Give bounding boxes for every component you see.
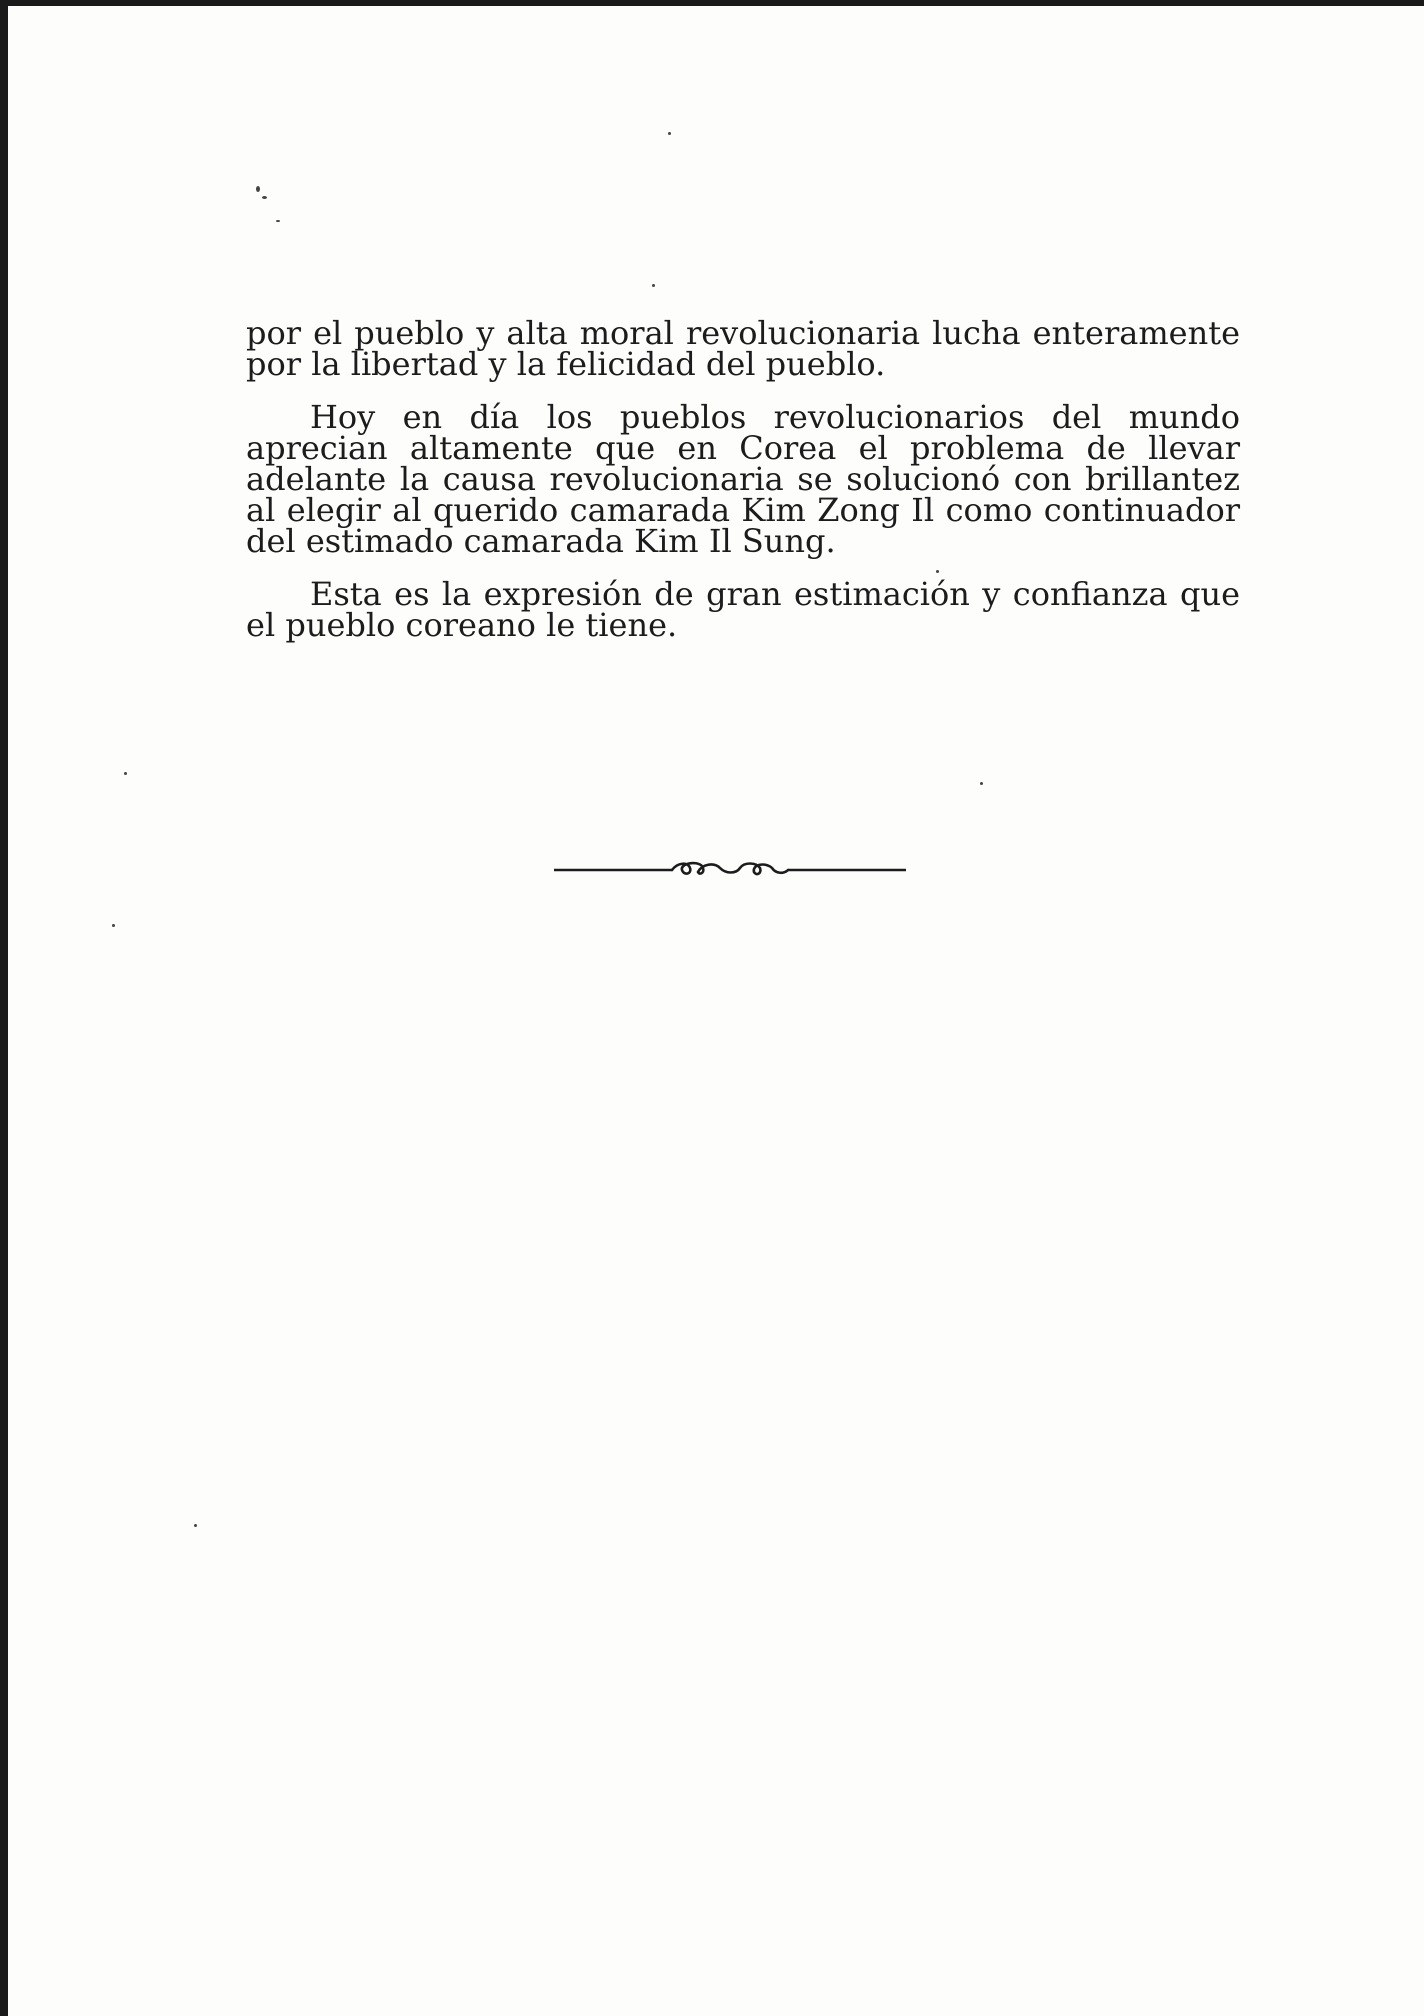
scan-speck	[112, 924, 115, 927]
scan-speck	[276, 220, 280, 222]
scan-speck	[262, 196, 267, 199]
body-text	[246, 314, 1240, 663]
scan-edge-left	[0, 0, 8, 2016]
scan-speck	[652, 284, 655, 287]
scan-speck	[194, 1524, 197, 1527]
paragraph-esteem: Esta es la expresión de gran estimación y confianza que el pueblo coreano le tiene.	[246, 575, 1240, 644]
scan-speck	[256, 186, 260, 192]
section-end-ornament	[550, 850, 910, 890]
scan-speck	[124, 772, 127, 775]
scan-edge-top	[0, 0, 1424, 6]
paragraph-continuation: por el pueblo y alta moral revolucionaria lucha enteramente por la libertad y la felicidad del pueblo.	[246, 314, 1240, 383]
scan-speck	[980, 782, 983, 785]
scan-speck	[668, 132, 671, 135]
paragraph-succession: Hoy en día los pueblos revolucionarios del mundo aprecian altamente que en Corea el problema de llevar adelante la causa revolucionaria se solucionó con brillantez al elegir al querido camarada Kim Zong Il como continuador del estimado camarada Kim Il Sung.	[246, 398, 1240, 560]
